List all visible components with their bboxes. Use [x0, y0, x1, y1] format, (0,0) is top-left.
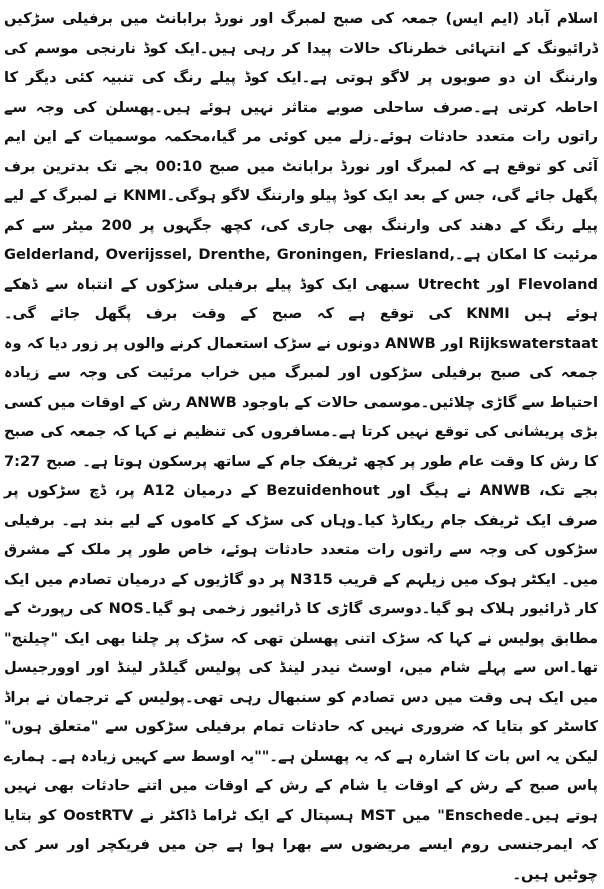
- article-body-text: اسلام آباد (ایم ایس) جمعہ کی صبح لمبرگ اور نورڈ برابانٹ میں برفیلی سڑکیں ڈرائیونگ کے انتہائی خطرناک حالات پیدا کر رہی ہیں۔ایک کوڈ نارنجی موسم کی وارننگ ان دو صوبوں پر لاگو ہوتی ہے۔ایک کوڈ پیلے رنگ کی تنبیہ کئی دیگر کا احاطہ کرتی ہے۔صرف ساحلی صوبے متاثر نہیں ہوئے ہیں۔پھسلن کی وجہ سے راتوں رات متعدد حادثات ہوئے۔زلے میں کوئی مر گیا،محکمہ موسمیات کے این ایم آئی کو توقع ہے کہ لمبرگ اور نورڈ برابانٹ میں صبح 00:10 بجے تک بدترین برف پگھل جائے گی، جس کے بعد ایک کوڈ پیلو وارننگ لاگو ہوگی۔KNMI نے لمبرگ کے لیے پیلے رنگ کے دھند کی وارننگ بھی جاری کی، کچھ جگہوں پر 200 میٹر سے کم مرئیت کا امکان ہے۔Gelderland, Overijssel, Drenthe, Groningen, Friesland, Flevoland اور Utrecht سبھی ایک کوڈ پیلے برفیلی سڑکوں کے انتباہ سے ڈھکے ہوئے ہیں KNMI کی توقع ہے کہ صبح کے وقت برف پگھل جائے گی۔Rijkswaterstaat اور ANWB دونوں نے سڑک استعمال کرنے والوں پر زور دیا کہ وہ جمعہ کی صبح برفیلی سڑکوں اور لمبرگ میں خراب مرئیت کی وجہ سے زیادہ احتیاط سے گاڑی چلائیں۔موسمی حالات کے باوجود ANWB رش کے اوقات میں کسی بڑی پریشانی کی توقع نہیں کرتا ہے۔مسافروں کی تنظیم نے کہا کہ جمعہ کی صبح کا رش کا وقت عام طور پر کچھ ٹریفک جام کے ساتھ پرسکون ہوتا ہے۔ صبح 7:27 بجے تک، ANWB نے ہیگ اور Bezuidenhout کے درمیان A12 پر، ڈچ سڑکوں پر صرف ایک ٹریفک جام ریکارڈ کیا۔وہاں کی سڑک کے کاموں کے لیے بند ہے۔ برفیلی سڑکوں کی وجہ سے راتوں رات متعدد حادثات ہوئے، خاص طور پر ملک کے مشرق میں۔ ایکٹر ہوک میں زیلہم کے قریب N315 پر دو گاڑیوں کے درمیان تصادم میں ایک کار ڈرائیور ہلاک ہو گیا۔دوسری گاڑی کا ڈرائیور زخمی ہو گیا۔NOS کی رپورٹ کے مطابق پولیس نے کہا کہ سڑک اتنی پھسلن تھی کہ سڑک پر چلنا بھی ایک "چیلنج" تھا۔اس سے پہلے شام میں، اوسٹ نیدر لینڈ کی پولیس گیلڈر لینڈ اور اوورجیسل میں ایک ہی وقت میں دس تصادم کو سنبھال رہی تھی۔پولیس کے ترجمان نے براڈ کاسٹر کو بتایا کہ ضروری نہیں کہ حادثات تمام برفیلی سڑکوں سے "متعلق ہوں" لیکن یہ اس بات کا اشارہ ہے کہ یہ پھسلن ہے۔""یہ اوسط سے کہیں زیادہ ہے۔ ہمارے پاس صبح کے رش کے اوقات یا شام کے رش کے اوقات میں اتنے حادثات بھی نہیں ہوتے ہیں۔Enschede" میں MST ہسپتال کے ایک ٹراما ڈاکٹر نے OostRTV کو بتایا کہ ایمرجنسی روم ایسے مریضوں سے بھرا ہوا ہے جن میں فریکچر اور سر کی چوٹیں ہیں۔: [4, 10, 599, 883]
